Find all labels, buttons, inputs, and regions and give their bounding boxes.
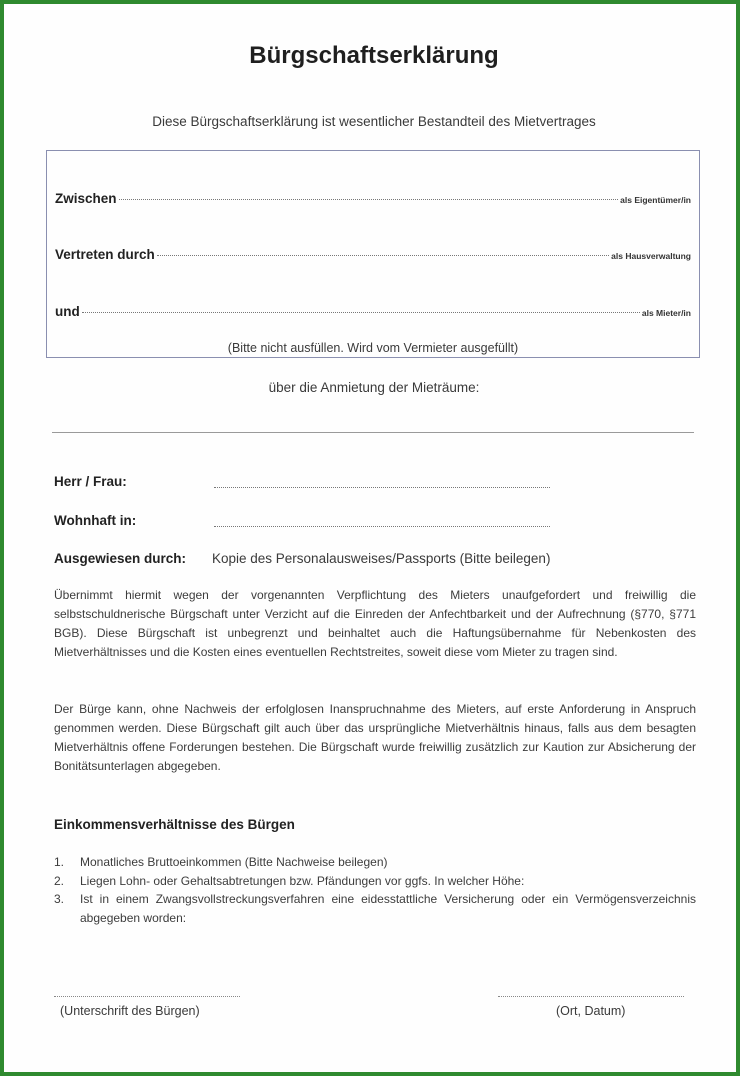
fill-in-line-management[interactable]: [157, 254, 609, 256]
list-item: [54, 872, 696, 891]
fill-in-line-tenant[interactable]: [82, 311, 640, 313]
list-item: [54, 853, 696, 872]
guarantor-address-field[interactable]: [214, 526, 550, 527]
list-number: 3.: [54, 892, 65, 906]
party-label: Vertreten durch: [55, 247, 155, 262]
party-row-tenant: [55, 304, 691, 319]
list-item: [54, 890, 696, 927]
document-title: Bürgschaftserklärung: [249, 42, 499, 69]
list-number: 2.: [54, 873, 65, 888]
party-label: und: [55, 304, 80, 319]
party-row-owner: [55, 191, 691, 206]
signature-label: (Unterschrift des Bürgen): [60, 1004, 200, 1018]
list-text: Liegen Lohn- oder Gehaltsabtretungen bzw. Pfändungen vor ggfs. In welcher Höhe:: [80, 873, 525, 888]
list-number: 1.: [54, 855, 65, 869]
party-row-management: [55, 247, 691, 262]
place-date-line[interactable]: [498, 996, 684, 997]
party-suffix: als Hausverwaltung: [611, 251, 691, 261]
rooms-fill-in-line[interactable]: [52, 432, 694, 433]
party-box: [46, 150, 700, 358]
guarantor-name-field[interactable]: [214, 487, 550, 488]
income-list: [54, 853, 696, 927]
list-text: Ist in einem Zwangsvollstreckungsverfahren eine eidesstattliche Versicherung oder ein Vermögensverzeichnis abgegeben worden:: [80, 892, 696, 925]
guarantor-address-label: Wohnhaft in:: [54, 513, 137, 528]
guarantor-id-label: Ausgewiesen durch:: [54, 551, 187, 566]
paragraph-claim: Der Bürge kann, ohne Nachweis der erfolglosen Inanspruchnahme des Mieters, auf erste Anforderung in Anspruch genommen werden. Diese Bürgschaft gilt auch über das ursprüngliche Mietverhältnis hinaus, falls aus dem besagten Mietverhältnis offene Forderungen bestehen. Die Bürgschaft wurde freiwillig zusätzlich zur Kaution zur Absicherung der Bonitätsunterlagen abgegeben.: [54, 702, 696, 773]
document-page: [8, 8, 732, 1068]
paragraph-liability: Übernimmt hiermit wegen der vorgenannten Verpflichtung des Mieters unaufgefordert und freiwillig die selbstschuldnerische Bürgschaft unter Verzicht auf die Einreden der Anfechtbarkeit und der Aufrechnung (§770, §771 BGB). Diese Bürgschaft ist unbegrenzt und beinhaltet auch die Haftungsübernahme für Nebenkosten des Mietverhältnisses und die Kosten eines eventuellen Rechtstreites, soweit diese vom Mieter zu tragen sind.: [54, 588, 696, 659]
party-suffix: als Mieter/in: [641, 308, 691, 318]
party-suffix: als Eigentümer/in: [620, 195, 691, 205]
party-note: (Bitte nicht ausfüllen. Wird vom Vermieter ausgefüllt): [227, 341, 519, 355]
document-subtitle: Diese Bürgschaftserklärung ist wesentlicher Bestandteil des Mietvertrages: [152, 114, 596, 129]
place-date-label: (Ort, Datum): [556, 1004, 626, 1018]
list-text: Monatliches Bruttoeinkommen (Bitte Nachweise beilegen): [80, 855, 388, 869]
guarantor-name-label: Herr / Frau:: [54, 474, 127, 489]
fill-in-line-owner[interactable]: [119, 198, 619, 200]
rooms-label: über die Anmietung der Mieträume:: [268, 380, 480, 395]
guarantor-id-value: Kopie des Personalausweises/Passports (Bitte beilegen): [212, 551, 551, 566]
income-heading: Einkommensverhältnisse des Bürgen: [54, 817, 295, 832]
party-label: Zwischen: [55, 191, 117, 206]
signature-line[interactable]: [54, 996, 240, 997]
